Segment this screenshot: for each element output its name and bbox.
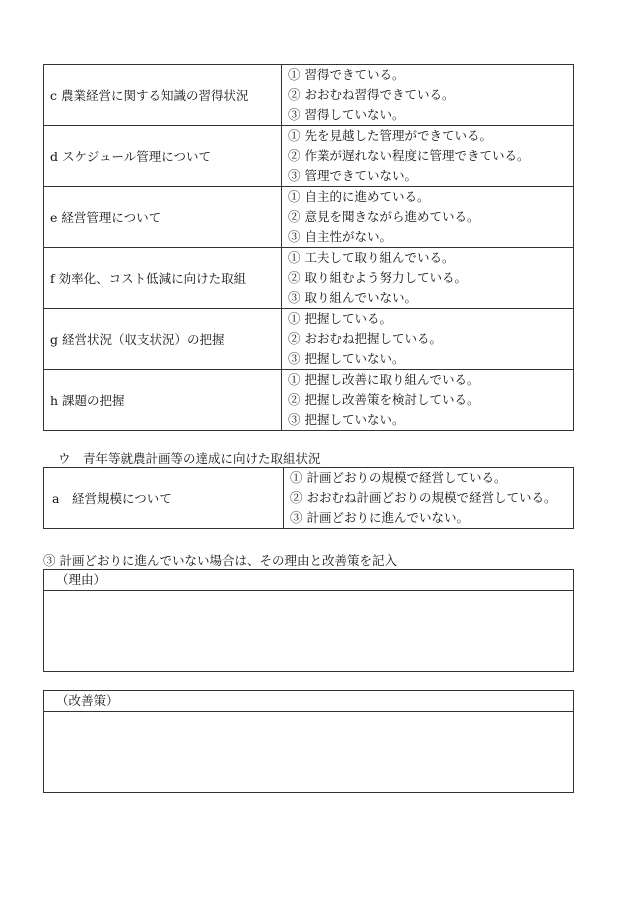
plan-achievement-table: [43, 467, 574, 529]
option-2: ② おおむね計画どおりの規模で経営している。: [290, 490, 557, 505]
section-3-heading: ③ 計画どおりに進んでいない場合は、その理由と改善策を記入: [43, 553, 397, 568]
row-options: [282, 187, 574, 248]
evaluation-table: [43, 64, 574, 431]
row-label: e 経営管理について: [44, 187, 282, 248]
option-2: ② 把握し改善策を検討している。: [288, 392, 480, 407]
improvement-input-area[interactable]: [44, 712, 573, 792]
row-label: c 農業経営に関する知識の習得状況: [44, 65, 282, 126]
table-row: [44, 370, 574, 431]
option-3: ③ 把握していない。: [288, 351, 405, 366]
option-3: ③ 自主性がない。: [288, 229, 392, 244]
option-1: ① 把握し改善に取り組んでいる。: [288, 372, 480, 387]
table-row: [44, 309, 574, 370]
option-3: ③ 計画どおりに進んでいない。: [290, 510, 469, 525]
row-options: [282, 248, 574, 309]
option-3: ③ 管理できていない。: [288, 168, 417, 183]
section-u-heading: ウ 青年等就農計画等の達成に向けた取組状況: [58, 451, 321, 466]
option-2: ② おおむね把握している。: [288, 331, 442, 346]
improvement-box: [43, 690, 574, 793]
table-row: [44, 126, 574, 187]
option-3: ③ 把握していない。: [288, 412, 405, 427]
option-2: ② おおむね習得できている。: [288, 87, 455, 102]
row-options: [282, 65, 574, 126]
option-1: ① 先を見越した管理ができている。: [288, 128, 492, 143]
option-1: ① 計画どおりの規模で経営している。: [290, 470, 507, 485]
row-label: a 経営規模について: [44, 468, 284, 529]
option-1: ① 習得できている。: [288, 67, 405, 82]
option-2: ② 意見を聞きながら進めている。: [288, 209, 480, 224]
row-options: [282, 126, 574, 187]
table-row: [44, 65, 574, 126]
row-label: f 効率化、コスト低減に向けた取組: [44, 248, 282, 309]
row-options: [282, 309, 574, 370]
table-row: [44, 248, 574, 309]
reason-box: [43, 569, 574, 672]
option-2: ② 取り組むよう努力している。: [288, 270, 467, 285]
option-1: ① 工夫して取り組んでいる。: [288, 250, 455, 265]
row-label: d スケジュール管理について: [44, 126, 282, 187]
row-options: [282, 370, 574, 431]
improvement-label: （改善策）: [44, 691, 573, 712]
table-row: [44, 187, 574, 248]
option-1: ① 把握している。: [288, 311, 392, 326]
row-label: h 課題の把握: [44, 370, 282, 431]
option-3: ③ 習得していない。: [288, 107, 405, 122]
row-label: g 経営状況（収支状況）の把握: [44, 309, 282, 370]
reason-label: （理由）: [44, 570, 573, 591]
option-2: ② 作業が遅れない程度に管理できている。: [288, 148, 530, 163]
option-1: ① 自主的に進めている。: [288, 189, 430, 204]
option-3: ③ 取り組んでいない。: [288, 290, 417, 305]
table-row: [44, 468, 574, 529]
reason-input-area[interactable]: [44, 591, 573, 671]
row-options: [284, 468, 574, 529]
